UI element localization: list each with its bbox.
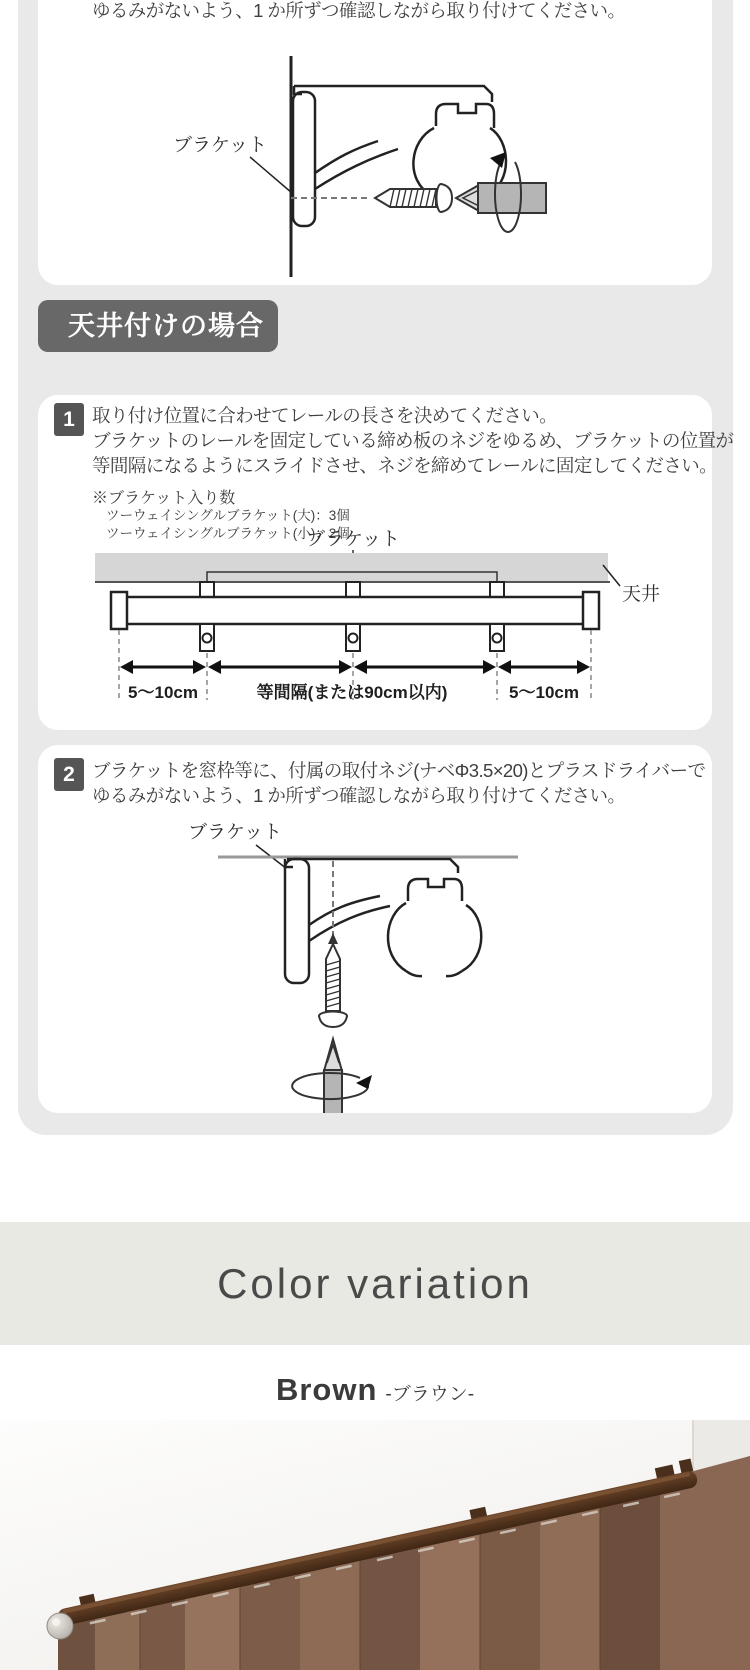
bracket-label: ブラケット	[173, 135, 268, 156]
ceiling-label: 天井	[622, 584, 661, 605]
wall-mount-diagram	[38, 30, 712, 285]
step1-line: 取り付け位置に合わせてレールの長さを決めてください。	[92, 405, 558, 426]
step1-line: 等間隔になるようにスライドさせ、ネジを締めてレールに固定してください。	[92, 455, 718, 476]
screwdriver-icon	[456, 183, 546, 213]
measure-right-label: 5～10cm	[509, 683, 579, 702]
rail-profile	[388, 903, 406, 971]
color-variation-title: Color variation	[217, 1260, 533, 1307]
bracket-count-item: ツーウェイシングルブラケット(小)：2個	[106, 526, 350, 541]
color-variation-band	[0, 1222, 750, 1345]
brown-curtain-photo	[0, 1420, 750, 1670]
bracket-label: ブラケット	[188, 822, 283, 843]
screw-icon	[319, 944, 347, 1027]
bracket-shape	[293, 92, 315, 226]
rail-profile	[413, 128, 434, 196]
curtain-rail	[120, 597, 590, 624]
ceiling-layout-diagram	[38, 520, 712, 725]
step2-line: ゆるみがないよう、1 か所ずつ確認しながら取り付けてください。	[92, 785, 626, 806]
brown-heading	[0, 1372, 750, 1408]
brown-kana: -ブラウン-	[385, 1384, 475, 1405]
step1-number-badge: 1	[54, 403, 84, 436]
wall-mount-card	[38, 0, 712, 285]
screw-icon	[375, 184, 452, 212]
step1-line: ブラケットのレールを固定している締め板のネジをゆるめ、ブラケットの位置が	[92, 430, 734, 451]
ceiling-step2-card	[38, 745, 712, 1113]
bracket-shape	[285, 859, 309, 983]
measure-left-label: 5～10cm	[128, 683, 198, 702]
bracket-count-item: ツーウェイシングルブラケット(大)：3個	[106, 508, 350, 523]
brown-name: Brown	[275, 1372, 378, 1407]
ceiling-step1-card	[38, 395, 734, 730]
wall-mount-step-text: ゆるみがないよう、1 か所ずつ確認しながら取り付けてください。	[92, 0, 626, 21]
bracket-count-note-title: ※ブラケット入り数	[92, 490, 236, 507]
rail-end-cap	[47, 1613, 73, 1639]
ceiling-band	[95, 553, 608, 582]
ceiling-mount-diagram	[38, 813, 712, 1113]
measure-center-label: 等間隔(または90cm以内)	[256, 683, 448, 702]
bracket-label: ブラケット	[305, 529, 401, 550]
section-header-ceiling-mount	[38, 300, 278, 352]
step2-line: ブラケットを窓枠等に、付属の取付ネジ(ナベΦ3.5×20)とプラスドライバーで	[92, 760, 706, 781]
step2-number-badge: 2	[54, 758, 84, 791]
screwdriver-icon	[324, 1039, 342, 1113]
section-header-label: 天井付けの場合	[68, 311, 264, 341]
